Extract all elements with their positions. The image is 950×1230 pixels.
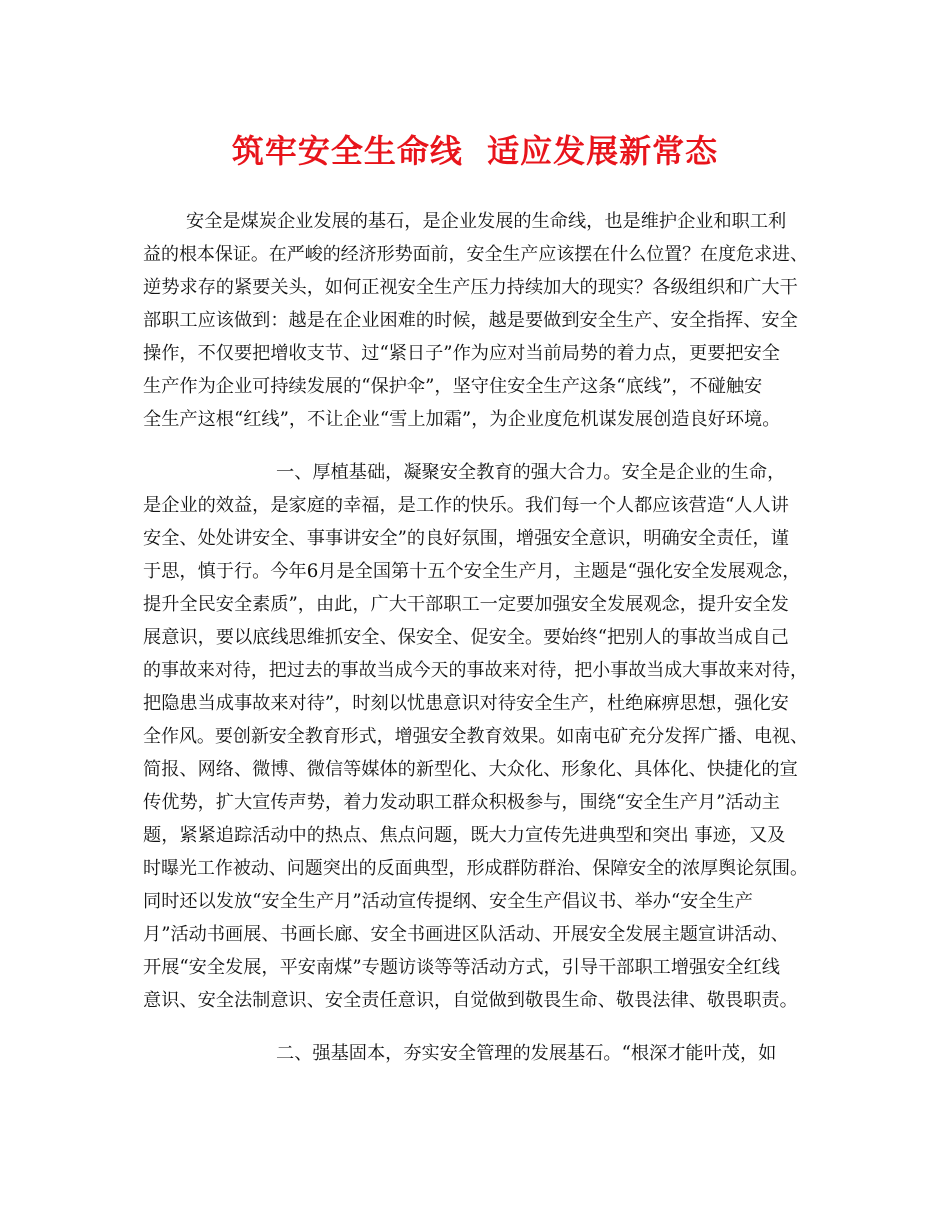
paragraph-line: 题，紧紧追踪活动中的热点、焦点问题，既大力宣传先进典型和突出 事迹，又及 bbox=[143, 825, 786, 846]
paragraph-line: 逆势求存的紧要关头，如何正视安全生产压力持续加大的现实？各级组织和广大干 bbox=[143, 277, 798, 298]
paragraph-line: 把隐患当成事故来对待”，时刻以忧患意识对待安全生产，杜绝麻痹思想，强化安 bbox=[143, 693, 789, 714]
paragraph-line: 二、强基固本，夯实安全管理的发展基石。“根深才能叶茂，如 bbox=[276, 1043, 777, 1064]
paragraph-line: 是企业的效益，是家庭的幸福，是工作的快乐。我们每一个人都应该营造“人人讲 bbox=[143, 495, 789, 516]
paragraph-line: 安全、处处讲安全、事事讲安全”的良好氛围，增强安全意识，明确安全责任，谨 bbox=[143, 528, 789, 549]
paragraph-line: 部职工应该做到：越是在企业困难的时候，越是要做到安全生产、安全指挥、安全 bbox=[143, 310, 798, 331]
paragraph-line: 操作，不仅要把增收支节、过“紧日子”作为应对当前局势的着力点，更要把安全 bbox=[143, 343, 780, 364]
paragraph-line: 一、厚植基础，凝聚安全教育的强大合力。安全是企业的生命， bbox=[276, 462, 786, 483]
paragraph-line: 生产作为企业可持续发展的“保护伞”，坚守住安全生产这条“底线”，不碰触安 bbox=[143, 376, 763, 397]
paragraph-line: 益的根本保证。在严峻的经济形势面前，安全生产应该摆在什么位置？在度危求进、 bbox=[143, 244, 808, 265]
paragraph-line: 意识、安全法制意识、安全责任意识，自觉做到敬畏生命、敬畏法律、敬畏职责。 bbox=[143, 990, 798, 1011]
paragraph-line: 的事故来对待，把过去的事故当成今天的事故来对待，把小事故当成大事故来对待， bbox=[143, 660, 808, 681]
paragraph-line: 简报、网络、微博、微信等媒体的新型化、大众化、形象化、具体化、快捷化的宣 bbox=[143, 759, 798, 780]
paragraph-line: 全生产这根“红线”，不让企业“雪上加霜”，为企业度危机谋发展创造良好环境。 bbox=[143, 409, 781, 430]
paragraph-line: 全作风。要创新安全教育形式，增强安全教育效果。如南屯矿充分发挥广播、电视、 bbox=[143, 726, 808, 747]
paragraph-line: 开展“安全发展，平安南煤”专题访谈等等活动方式，引导干部职工增强安全红线 bbox=[143, 957, 780, 978]
document-title: 筑牢安全生命线 适应发展新常态 bbox=[231, 132, 719, 170]
paragraph-line: 同时还以发放“安全生产月”活动宣传提纲、安全生产倡议书、举办“安全生产 bbox=[143, 891, 753, 912]
paragraph-line: 安全是煤炭企业发展的基石，是企业发展的生命线，也是维护企业和职工利 bbox=[186, 211, 787, 232]
paragraph-line: 月”活动书画展、书画长廊、安全书画进区队活动、开展安全发展主题宣讲活动、 bbox=[143, 924, 789, 945]
paragraph-line: 传优势，扩大宣传声势，着力发动职工群众积极参与，围绕“安全生产月”活动主 bbox=[143, 792, 780, 813]
paragraph-line: 于思，慎于行。今年6月是全国第十五个安全生产月，主题是“强化安全发展观念， bbox=[143, 561, 801, 582]
paragraph-line: 时曝光工作被动、问题突出的反面典型，形成群防群治、保障安全的浓厚舆论氛围。 bbox=[143, 858, 808, 879]
paragraph-line: 提升全民安全素质”，由此，广大干部职工一定要加强安全发展观念，提升安全发 bbox=[143, 594, 789, 615]
paragraph-line: 展意识，要以底线思维抓安全、保安全、促安全。要始终“把别人的事故当成自己 bbox=[143, 627, 789, 648]
